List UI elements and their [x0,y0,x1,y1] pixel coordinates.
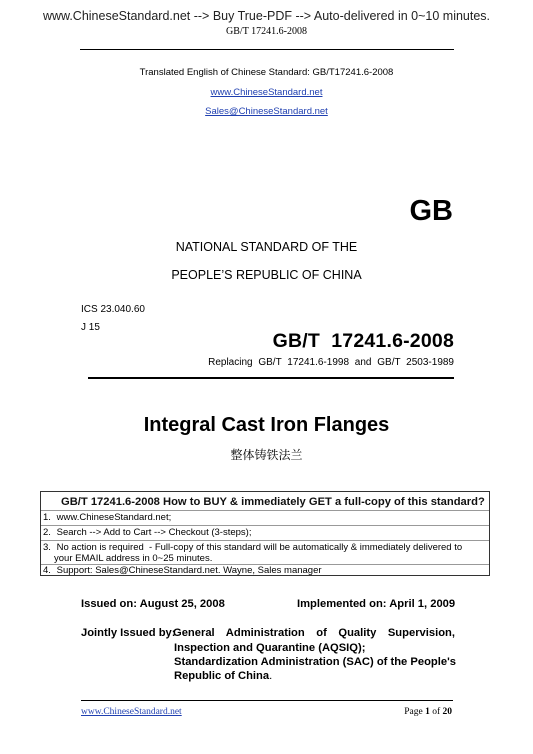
step-number: 2. [43,527,51,538]
page-separator: of [429,707,443,717]
footer-rule [81,700,453,701]
purchase-step [43,527,251,538]
purchase-heading: GB/T 17241.6-2008 How to BUY & immediately GET a full-copy of this standard? [61,496,485,508]
purchase-step [43,542,462,553]
translated-line: Translated English of Chinese Standard: GB/T17241.6-2008 [139,67,394,78]
step-number: 4. [43,565,51,576]
box-divider [41,525,489,526]
page-number [404,707,452,717]
step-text: www.ChineseStandard.net; [56,512,172,523]
document-title-chinese: 整体铸铁法兰 [230,448,303,462]
step-text: Support: Sales@ChineseStandard.net. Wayne, Sales manager [56,565,322,576]
country-line: PEOPLE’S REPUBLIC OF CHINA [171,268,362,282]
page-total: 20 [442,707,452,717]
step-number: 3. [43,542,51,553]
gb-logo: GB [409,195,453,227]
issuer-line-text: Republic of China [174,670,270,682]
standard-number: GB/T 17241.6-2008 [272,330,454,352]
purchase-info-box [40,491,490,576]
issuer-line: Inspection and Quarantine (AQSIQ); [174,642,366,654]
running-header-code: GB/T 17241.6-2008 [226,26,307,37]
email-link-container [0,106,533,117]
implemented-date: Implemented on: April 1, 2009 [297,598,456,610]
box-divider [41,510,489,511]
title-rule [88,377,454,379]
ics-code: ICS 23.040.60 [81,304,145,315]
top-banner: www.ChineseStandard.net --> Buy True-PDF --> Auto-delivered in 0~10 minutes. [42,9,491,23]
step-number: 1. [43,512,51,523]
step-text: Search --> Add to Cart --> Checkout (3-steps); [56,527,252,538]
document-title: Integral Cast Iron Flanges [143,414,390,436]
issuer-line [174,670,272,682]
issuer-line: Standardization Administration (SAC) of the People's [174,656,456,668]
jointly-issued-label: Jointly Issued by: [81,627,176,639]
step-text: No action is required - Full-copy of this standard will be automatically & immediately delivered to [56,542,463,553]
site-link[interactable]: www.ChineseStandard.net [210,87,323,98]
purchase-step-continuation: your EMAIL address in 0~25 minutes. [54,553,213,564]
issued-date: Issued on: August 25, 2008 [81,598,225,610]
page-current: 1 [425,707,430,717]
footer-link-container [81,707,182,717]
footer-site-link[interactable]: www.ChineseStandard.net [81,707,182,717]
header-rule [80,49,454,50]
purchase-step [43,565,322,576]
national-standard-line: NATIONAL STANDARD OF THE [175,240,358,254]
ccs-code: J 15 [81,322,100,333]
email-link[interactable]: Sales@ChineseStandard.net [205,106,328,117]
box-divider [41,540,489,541]
purchase-step [43,512,171,523]
replacing-note: Replacing GB/T 17241.6-1998 and GB/T 2503-1989 [208,357,454,368]
issuer-line-end: . [269,670,273,682]
site-link-container [0,87,533,98]
page-prefix: Page [404,707,426,717]
issuer-line: General Administration of Quality Supervision, [173,627,455,639]
